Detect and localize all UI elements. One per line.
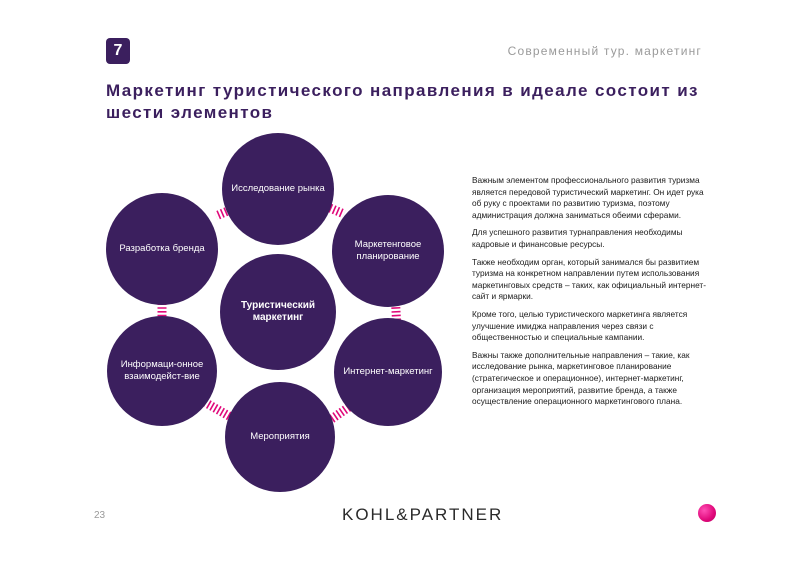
- body-text: [472, 175, 712, 414]
- node-information-exchange-label: Информаци-онное взаимодейст-вие: [120, 359, 204, 382]
- node-internet-marketing: [334, 318, 442, 426]
- node-events-label: Мероприятия: [250, 431, 310, 442]
- paragraph-5: Важны также дополнительные направления – такие, как исследование рынка, маркетинговое планирование (стратегическое и операционное), интернет-маркетинг, организация мероприятий, развитие бренда, а также осуществление операционного маркетингового плана.: [472, 349, 690, 407]
- paragraph-1: Важным элементом профессионального развития туризма является передовой туристический маркетинг. Он идет рука об руку с проектами по развитию туризма, поэтому администрация должна заниматься обеими сферами.: [472, 175, 704, 220]
- paragraph-2: Для успешного развития турнаправления необходимы кадровые и финансовые ресурсы.: [472, 227, 683, 249]
- node-events: [225, 382, 335, 492]
- node-brand-development: [106, 193, 218, 305]
- node-market-research: [222, 133, 334, 245]
- node-brand-development-label: Разработка бренда: [119, 243, 205, 254]
- node-market-research-label: Исследование рынка: [231, 183, 325, 194]
- paragraph-4: Кроме того, целью туристического маркетинга является улучшение имиджа направления через связи с общественностью и специальные кампании.: [472, 308, 688, 343]
- page-badge: 7: [106, 38, 130, 64]
- node-marketing-planning-label: Маркетенговое планирование: [354, 239, 422, 262]
- page-title: Маркетинг туристического направления в идеале состоит из шести элементов: [106, 81, 699, 122]
- pink-dot-icon: [698, 504, 716, 522]
- node-tourism-marketing-center: [220, 254, 336, 370]
- node-internet-marketing-label: Интернет-маркетинг: [343, 366, 433, 377]
- node-center-label: Туристический маркетинг: [240, 300, 316, 323]
- section-title: Современный тур. маркетинг: [507, 44, 702, 58]
- node-marketing-planning: [332, 195, 444, 307]
- kohl-partner-logo: KOHL&PARTNER: [342, 505, 504, 524]
- paragraph-3: Также необходим орган, который занимался бы развитием туризма на конкретном направлении путем использования маркетинговых средств – таких, как официальный интернет-сайт и ярмарки.: [472, 256, 706, 302]
- page-number: 23: [94, 510, 106, 521]
- node-information-exchange: [107, 316, 217, 426]
